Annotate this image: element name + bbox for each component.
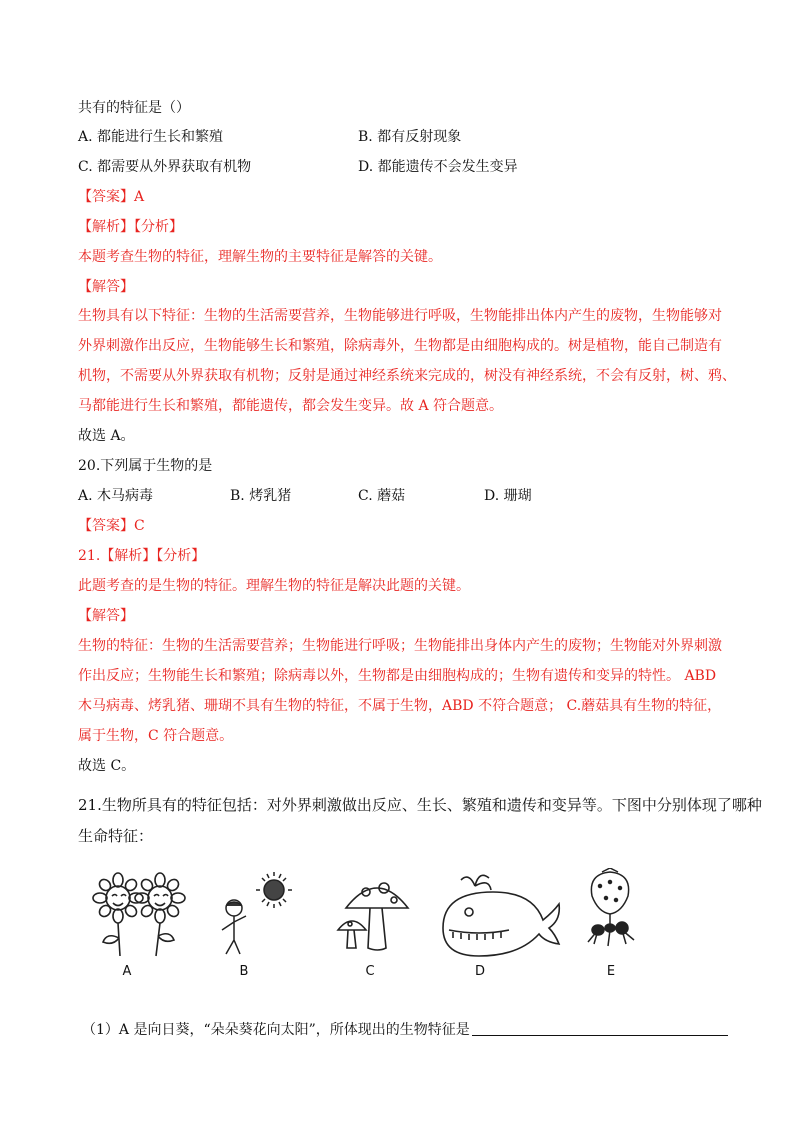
q21-stem-line: 生命特征： <box>78 827 154 845</box>
q20-solution-line: 属于生物，C 符合题意。 <box>78 728 234 744</box>
q21-stem-line: 21.生物所具有的特征包括：对外界刺激做出反应、生长、繁殖和遗传和变异等。下图中分别体现了哪种 <box>78 796 762 814</box>
q20-option-a: A. 木马病毒 <box>78 488 154 504</box>
answer-blank[interactable] <box>472 1021 728 1036</box>
q19-option-c: C. 都需要从外界获取有机物 <box>78 159 252 175</box>
figure-label-d: D <box>474 964 485 979</box>
q20-stem: 20.下列属于生物的是 <box>78 458 213 474</box>
q19-choose: 故选 A。 <box>78 428 135 444</box>
q20-option-d: D. 珊瑚 <box>484 488 532 504</box>
q20-choose: 故选 C。 <box>78 758 136 774</box>
q19-analysis-head: 【解析】【分析】 <box>78 219 183 235</box>
ant-strawberry-illustration <box>580 868 640 958</box>
q19-answer: 【答案】A <box>78 189 145 205</box>
child-and-sun-illustration <box>212 868 302 958</box>
figure-label-b: B <box>239 964 249 979</box>
q19-solution-line: 马都能进行生长和繁殖，都能遗传，都会发生变异。故 A 符合题意。 <box>78 398 504 414</box>
q21-sub1-row <box>82 1020 728 1040</box>
q20-answer: 【答案】C <box>78 518 145 534</box>
q20-analysis-head: 21.【解析】【分析】 <box>78 548 206 564</box>
q20-option-b: B. 烤乳猪 <box>230 488 292 504</box>
q20-solution-line: 木马病毒、烤乳猪、珊瑚不具有生物的特征，不属于生物，ABD 不符合题意； C.蘑菇具有生物的特征， <box>78 698 722 714</box>
q19-analysis: 本题考查生物的特征，理解生物的主要特征是解答的关键。 <box>78 249 442 265</box>
q20-solution-line: 作出反应；生物能生长和繁殖；除病毒以外，生物都是由细胞构成的；生物有遗传和变异的特性。 ABD <box>78 668 717 684</box>
q19-option-b: B. 都有反射现象 <box>358 129 462 145</box>
q19-solution-head: 【解答】 <box>78 279 134 295</box>
q19-option-a: A. 都能进行生长和繁殖 <box>78 129 224 145</box>
figure-label-a: A <box>122 964 132 979</box>
q21-sub1-text: （1）A 是向日葵，“朵朵葵花向太阳”，所体现出的生物特征是 <box>82 1022 470 1038</box>
figure-label-e: E <box>606 964 616 979</box>
q20-option-c: C. 蘑菇 <box>358 488 406 504</box>
q19-option-d: D. 都能遗传不会发生变异 <box>358 159 518 175</box>
q19-stem: 共有的特征是（） <box>78 100 190 116</box>
life-characteristics-figure <box>80 868 640 978</box>
whale-illustration <box>435 868 565 958</box>
mushroom-illustration <box>332 868 422 958</box>
figure-label-c: C <box>365 964 375 979</box>
q19-solution-line: 机物，不需要从外界获取有机物；反射是通过神经系统来完成的，树没有神经系统，不会有反射，树、鸦、 <box>78 368 736 384</box>
q20-solution-head: 【解答】 <box>78 608 134 624</box>
q19-solution-line: 生物具有以下特征：生物的生活需要营养，生物能够进行呼吸，生物能排出体内产生的废物，生物能够对 <box>78 308 722 324</box>
q20-solution-line: 生物的特征：生物的生活需要营养；生物能进行呼吸；生物能排出身体内产生的废物；生物能对外界刺激 <box>78 638 722 654</box>
sunflower-illustration <box>88 868 188 958</box>
q19-solution-line: 外界刺激作出反应，生物能够生长和繁殖，除病毒外，生物都是由细胞构成的。树是植物，能自己制造有 <box>78 338 722 354</box>
q20-analysis: 此题考查的是生物的特征。理解生物的特征是解决此题的关键。 <box>78 578 470 594</box>
